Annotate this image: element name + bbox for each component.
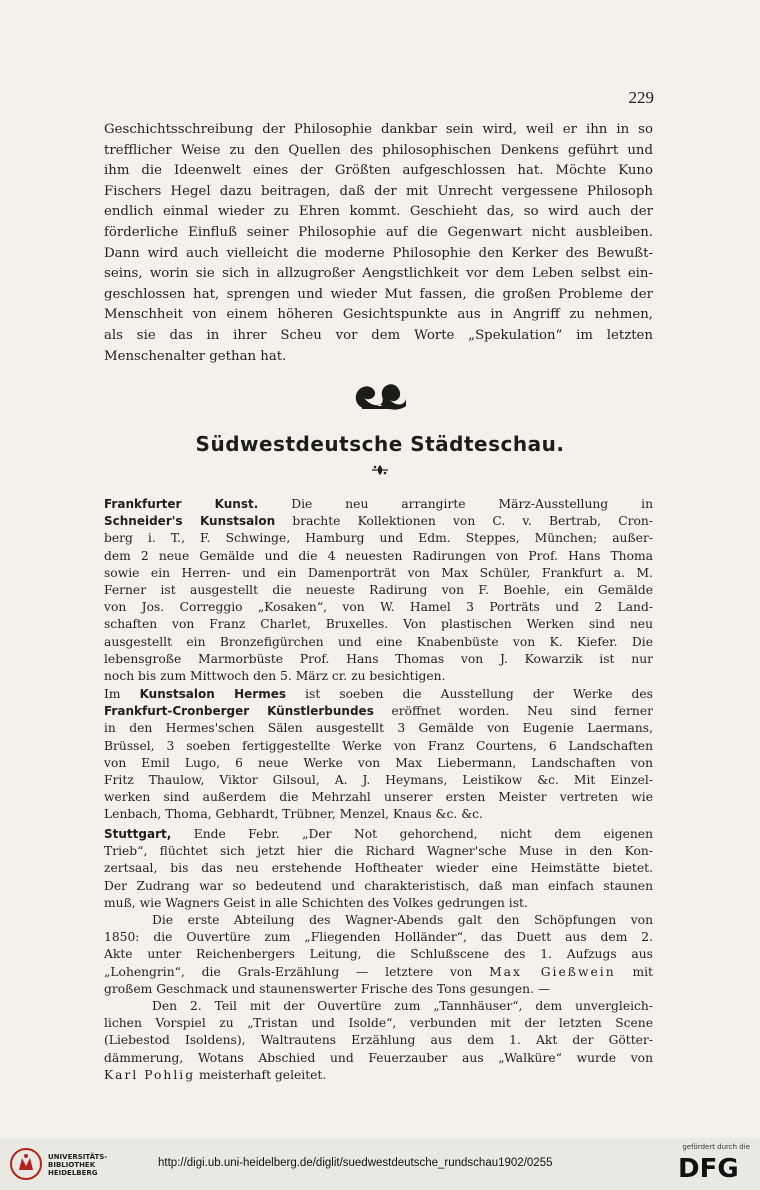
text-run: Die erste Abteilung des Wagner-Abends galt den Schöpfungen von — [152, 913, 653, 928]
text-line: geschlossen hat, sprengen und wieder Mut fassen, die großen Probleme der — [104, 286, 653, 302]
text-line — [104, 860, 653, 877]
lead-heading: Frankfurter Kunst. — [104, 497, 259, 511]
text-run: lebensgroße Marmorbüste Prof. Hans Thomas von J. Kowarzik ist nur — [104, 651, 653, 666]
vignette-ornament-icon — [352, 378, 408, 412]
text-line: ihm die Ideenwelt eines der Größten aufgeschlossen hat. Möchte Kuno — [104, 163, 653, 179]
permalink-url[interactable]: http://digi.ub.uni-heidelberg.de/diglit/suedwestdeutsche_rundschau1902/0255 — [158, 1157, 553, 1169]
fleuron-icon — [370, 463, 390, 477]
lead-heading: Stuttgart, — [104, 827, 172, 841]
article-frankfurter-kunst — [104, 496, 653, 685]
funding-label: gefördert durch die — [682, 1143, 750, 1151]
lead-heading: Schneider's Kunstsalon — [104, 514, 276, 529]
text-line: Geschichtsschreibung der Philosophie dankbar sein wird, weil er ihn in so — [104, 122, 653, 137]
text-run: Brüssel, 3 soeben fertiggestellte Werke von Franz Courtens, 6 Landschaften — [104, 738, 653, 753]
text-line — [104, 789, 653, 806]
page-number: 229 — [628, 88, 654, 107]
text-run: berg i. T., F. Schwinge, Hamburg und Edm. Steppes, München; außer- — [104, 531, 653, 546]
text-line — [104, 998, 653, 1015]
text-line: seins, worin sie sich in allzugroßer Aengstlichkeit vor dem Leben selbst ein- — [104, 266, 653, 282]
text-line — [104, 496, 653, 513]
text-line: Fischers Hegel dazu beitragen, daß der mit Unrecht vergessene Philosoph — [104, 183, 653, 199]
text-line — [104, 1067, 653, 1084]
text-run: brachte Kollektionen von C. v. Bertrab, Cron- — [275, 514, 653, 529]
funding-credit[interactable] — [664, 1143, 750, 1180]
spaced-name: Max Gießwein — [489, 964, 616, 979]
text-run: (Liebestod Isoldens), Waltrautens Erzählung aus dem 1. Akt der Götter- — [104, 1033, 653, 1048]
text-line — [104, 582, 653, 599]
text-line — [104, 738, 653, 755]
spaced-name: Karl Pohlig — [104, 1067, 196, 1082]
text-line — [104, 878, 653, 895]
text-line — [104, 981, 653, 998]
text-line — [104, 1015, 653, 1032]
library-name: UNIVERSITÄTS- BIBLIOTHEK HEIDELBERG — [48, 1153, 108, 1178]
text-run: mit — [615, 964, 653, 979]
text-run: muß, wie Wagners Geist in alle Schichten des Volkes gedrungen ist. — [104, 895, 528, 910]
text-line: Dann wird auch vielleicht die moderne Philosophie den Kerker des Bewußt- — [104, 245, 653, 261]
text-run: „Lohengrin“, die Grals-Erzählung — letztere von — [104, 964, 490, 979]
text-run: ausgestellt ein Bronzefigürchen und eine Knabenbüste von K. Kiefer. Die — [104, 634, 653, 649]
text-run: dämmerung, Wotans Abschied und Feuerzauber aus „Walküre“ wurde von — [104, 1050, 653, 1065]
text-run: von Jos. Correggio „Kosaken“, von W. Hamel 3 Porträts und 2 Land- — [104, 600, 653, 615]
text-run: 1850: die Ouvertüre zum „Fliegenden Holländer“, das Duett aus dem 2. — [104, 930, 653, 945]
text-run: Den 2. Teil mit der Ouvertüre zum „Tannhäuser“, dem unvergleich- — [152, 999, 653, 1014]
text-run: von Emil Lugo, 6 neue Werke von Max Liebermann, Landschaften von — [104, 755, 653, 770]
text-line — [104, 1032, 653, 1049]
text-run: Lenbach, Thoma, Gebhardt, Trübner, Menzel, Knaus &c. &c. — [104, 807, 483, 822]
text-line: förderliche Einfluß seiner Philosophie auf die Gegenwart nicht ausbleiben. — [104, 224, 653, 240]
text-run: Trieb“, flüchtet sich jetzt hier die Richard Wagner'sche Muse in den Kon- — [104, 844, 653, 859]
text-line — [104, 565, 653, 582]
text-run: Akte unter Reichenbergers Leitung, die Schlußscene des 1. Aufzugs aus — [104, 947, 653, 962]
text-run: meisterhaft geleitet. — [195, 1067, 327, 1082]
text-run: Im — [104, 687, 140, 701]
text-run: sowie ein Herren- und ein Damenporträt von Max Schüler, Frankfurt a. M. — [104, 565, 653, 580]
text-run: lichen Vorspiel zu „Tristan und Isolde“, verbunden mit der letzten Scene — [104, 1016, 653, 1031]
text-line — [104, 843, 653, 860]
text-run: zertsaal, bis das neu erstehende Hoftheater wieder eine Heimstätte bietet. — [104, 861, 653, 876]
dfg-logo-text: DFG — [678, 1154, 739, 1180]
text-line: trefflicher Weise zu den Quellen des philosophischen Denkens geführt und — [104, 142, 653, 158]
text-run: dem 2 neue Gemälde und die 4 neuesten Radirungen von Prof. Hans Thoma — [104, 548, 653, 563]
text-run: Fritz Thaulow, Viktor Gilsoul, A. J. Heymans, Leistikow &c. Mit Einzel- — [104, 773, 653, 788]
text-run: noch bis zum Mittwoch den 5. März cr. zu besichtigen. — [104, 669, 446, 684]
text-line — [104, 513, 653, 530]
text-run: ist soeben die Ausstellung der Werke des — [286, 687, 653, 701]
text-line: endlich einmal wieder zu Ehren kommt. Geschieht das, so wird auch der — [104, 204, 653, 220]
text-line — [104, 668, 653, 685]
text-line — [104, 634, 653, 651]
text-line — [104, 772, 653, 789]
lead-heading: Kunstsalon Hermes — [139, 687, 287, 701]
library-logo[interactable] — [10, 1148, 130, 1182]
text-line — [104, 826, 653, 843]
dfg-logo — [678, 1154, 750, 1180]
text-line — [104, 929, 653, 946]
text-line: als sie das in ihrer Scheu vor dem Worte „Spekulation“ im letzten — [104, 327, 653, 343]
text-line: Menschenalter gethan hat. — [104, 348, 287, 364]
text-run: eröffnet worden. Neu sind ferner — [373, 704, 653, 719]
text-run: in den Hermes'schen Sälen ausgestellt 3 Gemälde von Eugenie Laermans, — [104, 721, 653, 736]
text-run: Ende Febr. „Der Not gehorchend, nicht dem eigenen — [171, 827, 653, 841]
intro-paragraph — [104, 120, 653, 367]
lead-heading: Frankfurt-Cronberger Künstlerbundes — [104, 704, 374, 719]
text-line — [104, 530, 653, 547]
university-seal-icon — [10, 1148, 42, 1180]
text-line — [104, 912, 653, 929]
section-title: Südwestdeutsche Städteschau. — [195, 432, 565, 456]
article-stuttgart — [104, 826, 653, 1084]
text-run: werken sind außerdem die Mehrzahl unserer ersten Meister vertreten wie — [104, 790, 653, 805]
text-line — [104, 548, 653, 565]
text-line — [104, 686, 653, 703]
text-run: großem Geschmack und staunenswerter Frische des Tons gesungen. — — [104, 981, 551, 996]
text-line — [104, 964, 653, 981]
text-line — [104, 599, 653, 616]
text-line — [104, 651, 653, 668]
text-line — [104, 720, 653, 737]
text-line — [104, 806, 653, 823]
text-line — [104, 1050, 653, 1067]
text-line: Menschheit von einem höheren Gesichtspunkte aus in Angriff zu nehmen, — [104, 307, 653, 323]
text-run: Ferner ist ausgestellt die neueste Radirung von F. Boehle, ein Gemälde — [104, 583, 653, 598]
text-line — [104, 703, 653, 720]
text-line — [104, 616, 653, 633]
text-line — [104, 755, 653, 772]
text-line — [104, 946, 653, 963]
article-kunstsalon-hermes — [104, 686, 653, 824]
footer-bar — [0, 1138, 760, 1190]
text-run: Der Zudrang war so bedeutend und charakteristisch, daß man einfach staunen — [104, 878, 653, 893]
text-line — [104, 895, 653, 912]
text-run: Die neu arrangirte März-Ausstellung in — [258, 497, 653, 511]
text-run: schaften von Franz Charlet, Bruxelles. Von plastischen Werken sind neu — [104, 617, 653, 632]
